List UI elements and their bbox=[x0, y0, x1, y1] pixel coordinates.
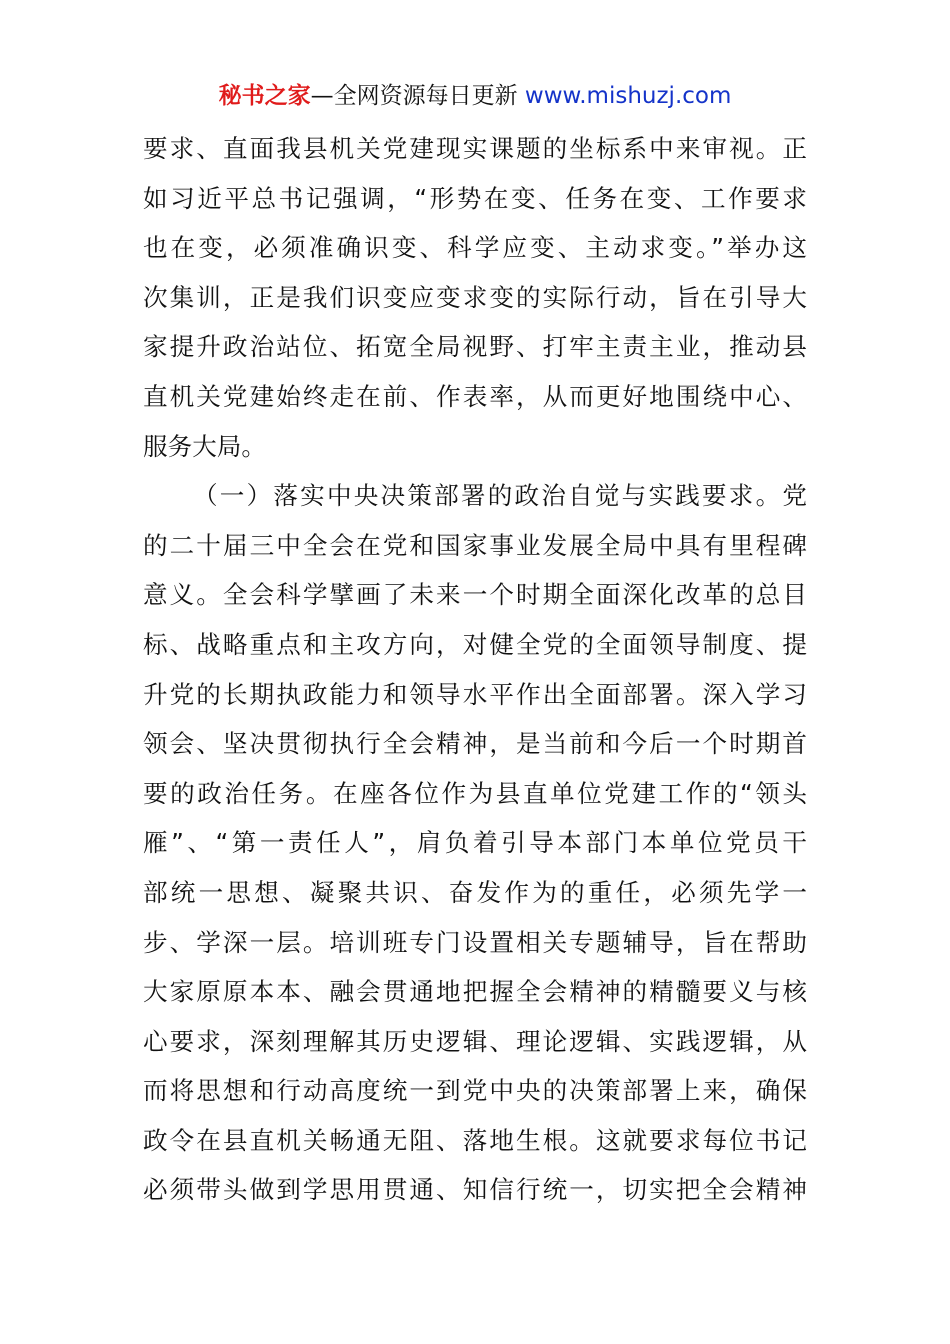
text-line: 步、学深一层。培训班专门设置相关专题辅导，旨在帮助 bbox=[143, 927, 807, 957]
paragraph-1 bbox=[143, 124, 807, 471]
text-line: 服务大局。 bbox=[143, 431, 266, 461]
text-line: 而将思想和行动高度统一到党中央的决策部署上来，确保 bbox=[143, 1076, 807, 1106]
text-line: 直机关党建始终走在前、作表率，从而更好地围绕中心、 bbox=[143, 381, 807, 411]
text-line: 必须带头做到学思用贯通、知信行统一，切实把全会精神 bbox=[143, 1175, 807, 1205]
site-url-link[interactable]: www.mishuzj.com bbox=[524, 83, 732, 109]
text-line: 家提升政治站位、拓宽全局视野、打牢主责主业，推动县 bbox=[143, 332, 807, 362]
text-line: 部统一思想、凝聚共识、奋发作为的重任，必须先学一 bbox=[143, 877, 807, 907]
document-body bbox=[143, 124, 807, 1215]
text-line: 领会、坚决贯彻执行全会精神，是当前和今后一个时期首 bbox=[143, 729, 807, 759]
text-line: 也在变，必须准确识变、科学应变、主动求变。”举办这 bbox=[143, 233, 807, 263]
site-header bbox=[0, 80, 950, 112]
text-line: 政令在县直机关畅通无阻、落地生根。这就要求每位书记 bbox=[143, 1125, 807, 1155]
text-line: 的二十届三中全会在党和国家事业发展全局中具有里程碑 bbox=[143, 530, 807, 560]
text-line: 大家原原本本、融会贯通地把握全会精神的精髓要义与核 bbox=[143, 977, 807, 1007]
text-line: 雁”、“第一责任人”，肩负着引导本部门本单位党员干 bbox=[143, 828, 807, 858]
text-line: 标、战略重点和主攻方向，对健全党的全面领导制度、提 bbox=[143, 629, 807, 659]
text-line: 要求、直面我县机关党建现实课题的坐标系中来审视。正 bbox=[143, 134, 807, 163]
text-line: 心要求，深刻理解其历史逻辑、理论逻辑、实践逻辑，从 bbox=[143, 1026, 807, 1056]
text-line: 要的政治任务。在座各位作为县直单位党建工作的“领头 bbox=[143, 778, 807, 808]
text-line: 如习近平总书记强调，“形势在变、任务在变、工作要求 bbox=[143, 183, 807, 213]
text-line: 升党的长期执政能力和领导水平作出全面部署。深入学习 bbox=[143, 679, 807, 709]
paragraph-2 bbox=[143, 471, 807, 1215]
text-line: 意义。全会科学擘画了未来一个时期全面深化改革的总目 bbox=[143, 580, 807, 610]
brand-name: 秘书之家 bbox=[218, 83, 311, 109]
section-heading-line: （一）落实中央决策部署的政治自觉与实践要求。党 bbox=[193, 481, 807, 511]
header-tagline: —全网资源每日更新 bbox=[310, 83, 525, 109]
text-line: 次集训，正是我们识变应变求变的实际行动，旨在引导大 bbox=[143, 282, 807, 312]
